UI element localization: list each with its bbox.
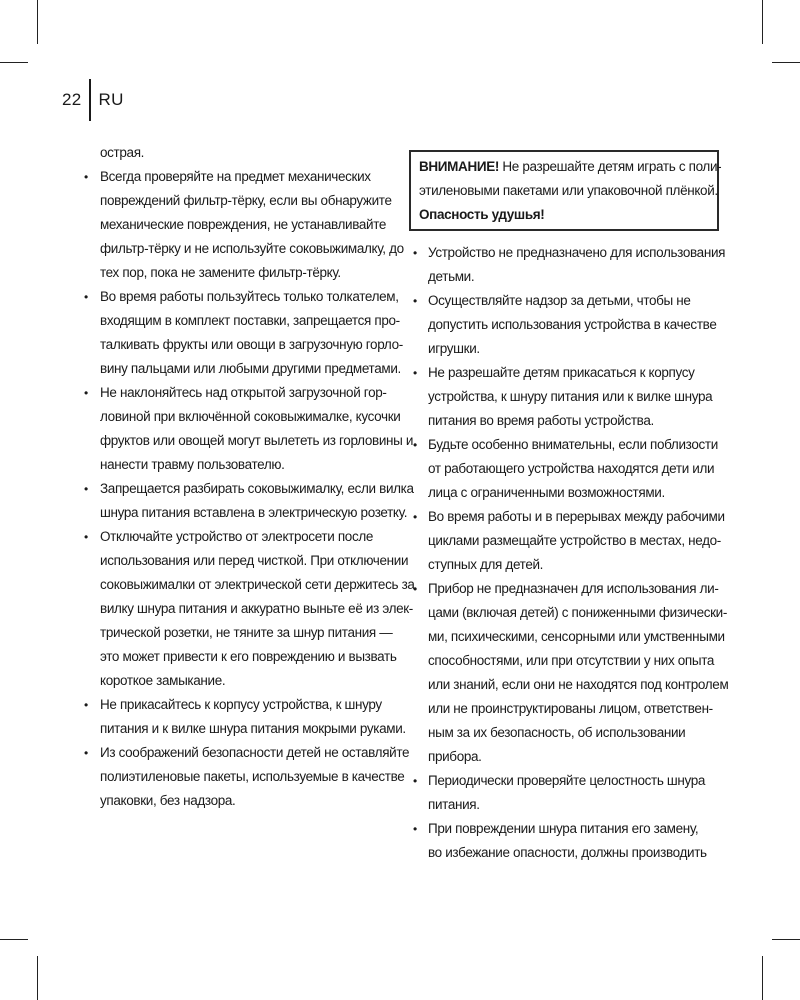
text-line: питания во время работы устройства. [428, 413, 654, 428]
text-line: во избежание опасности, должны производить [428, 845, 707, 860]
continuation-line: острая. [100, 145, 145, 160]
text-line: Устройство не предназначено для использования [428, 245, 726, 260]
text-line: фильтр-тёрку и не используйте соковыжималку, до [100, 241, 404, 256]
list-item [80, 525, 415, 693]
list-item [409, 433, 719, 505]
text-line: использования или перед чисткой. При отключении [100, 553, 409, 568]
text-line: Не прикасайтесь к корпусу устройства, к шнуру [100, 697, 382, 712]
bullet-icon: • [84, 698, 88, 712]
text-line: Осуществляйте надзор за детьми, чтобы не [428, 293, 691, 308]
text-line: детьми. [428, 269, 475, 284]
list-item-text [428, 289, 719, 361]
text-line: лица с ограниченными возможностями. [428, 485, 665, 500]
text-line: ступных для детей. [428, 557, 544, 572]
text-line: соковыжималки от электрической сети держитесь за [100, 577, 415, 592]
crop-mark-top-left [37, 0, 38, 44]
bullet-icon: • [413, 438, 417, 452]
list-item [409, 817, 719, 865]
bullet-icon: • [413, 582, 417, 596]
text-line: допустить использования устройства в качестве [428, 317, 717, 332]
list-item [409, 769, 719, 817]
bullet-icon: • [84, 386, 88, 400]
text-line: способностями, или при отсутствии у них опыта [428, 653, 715, 668]
warning-line-1-text: Не разрешайте детям играть с поли- [499, 159, 722, 174]
text-line: фруктов или овощей могут вылететь из горловины и [100, 433, 414, 448]
text-line: игрушки. [428, 341, 480, 356]
text-line: Периодически проверяйте целостность шнура [428, 773, 706, 788]
text-line: трической розетки, не тяните за шнур питания — [100, 625, 393, 640]
crop-mark-bottom-left [37, 956, 38, 1000]
page-header [62, 80, 124, 120]
text-line: или не проинструктированы лицом, ответствен- [428, 701, 713, 716]
crop-mark-bottom-right-horizontal [772, 939, 800, 940]
text-line: это может привести к его повреждению и вызвать [100, 649, 397, 664]
list-item-text [100, 741, 410, 813]
text-line: устройства, к шнуру питания или к вилке шнура [428, 389, 713, 404]
bullet-icon: • [84, 482, 88, 496]
bullet-icon: • [413, 774, 417, 788]
text-line: упаковки, без надзора. [100, 793, 236, 808]
list-item [80, 693, 406, 741]
list-item-text [100, 693, 406, 741]
right-column [409, 150, 729, 865]
warning-lead: ВНИМАНИЕ! [419, 159, 499, 174]
list-item [409, 577, 729, 769]
bullet-icon: • [84, 746, 88, 760]
bullet-icon: • [413, 510, 417, 524]
list-item-text [100, 525, 415, 693]
list-item [80, 285, 402, 381]
text-line: вилку шнура питания и аккуратно выньте её из элек- [100, 601, 413, 616]
text-line: ным за их безопасность, об использовании [428, 725, 686, 740]
text-line: механические повреждения, не устанавливайте [100, 217, 387, 232]
warning-box [409, 150, 722, 231]
left-bullet-list [80, 165, 415, 813]
text-line: питания. [428, 797, 480, 812]
text-line: повреждений фильтр-тёрку, если вы обнаружите [100, 193, 392, 208]
right-bullet-list [409, 241, 729, 865]
list-item-text [428, 577, 729, 769]
text-line: прибора. [428, 749, 482, 764]
list-item-text [428, 817, 719, 865]
warning-line-1 [419, 155, 722, 179]
text-line: входящим в комплект поставки, запрещается про- [100, 313, 400, 328]
text-line: При повреждении шнура питания его замену, [428, 821, 699, 836]
list-item [80, 165, 402, 285]
text-line: нанести травму пользователю. [100, 457, 285, 472]
list-item-text [100, 165, 402, 285]
crop-mark-top-right [762, 0, 763, 44]
list-item [80, 477, 414, 525]
text-line: Будьте особенно внимательны, если поблизости [428, 437, 718, 452]
text-line: ми, психическими, сенсорными или умственными [428, 629, 725, 644]
bullet-icon: • [413, 294, 417, 308]
crop-mark-bottom-right [762, 956, 763, 1000]
text-line: цами (включая детей) с пониженными физически- [428, 605, 728, 620]
bullet-icon: • [84, 530, 88, 544]
list-item-text [428, 241, 726, 289]
text-line: Из соображений безопасности детей не оставляйте [100, 745, 410, 760]
text-line: Отключайте устройство от электросети после [100, 529, 374, 544]
bullet-icon: • [413, 246, 417, 260]
bullet-icon: • [84, 290, 88, 304]
list-item-text [100, 477, 414, 525]
list-item [80, 381, 414, 477]
header-divider [89, 79, 91, 121]
text-line: Не наклоняйтесь над открытой загрузочной гор- [100, 385, 387, 400]
list-item-text [428, 433, 719, 505]
bullet-icon: • [413, 366, 417, 380]
crop-mark-top-right-horizontal [772, 62, 800, 63]
list-item-text [100, 381, 414, 477]
crop-mark-bottom-left-horizontal [0, 939, 28, 940]
text-line: талкивать фрукты или овощи в загрузочную горло- [100, 337, 403, 352]
crop-mark-top-left-horizontal [0, 62, 28, 63]
list-item [409, 361, 719, 433]
text-line: Прибор не предназначен для использования ли- [428, 581, 719, 596]
list-item [409, 241, 726, 289]
bullet-icon: • [84, 170, 88, 184]
list-item [409, 289, 719, 361]
text-line: тех пор, пока не замените фильтр-тёрку. [100, 265, 341, 280]
text-line: Не разрешайте детям прикасаться к корпусу [428, 365, 695, 380]
text-line: Во время работы и в перерывах между рабочими [428, 509, 725, 524]
warning-line-3: Опасность удушья! [419, 207, 545, 222]
bullet-icon: • [413, 822, 417, 836]
text-line: полиэтиленовые пакеты, используемые в качестве [100, 769, 405, 784]
list-item-text [100, 285, 402, 381]
text-line: короткое замыкание. [100, 673, 226, 688]
text-line: циклами размещайте устройство в местах, недо- [428, 533, 721, 548]
text-line: шнура питания вставлена в электрическую розетку. [100, 505, 408, 520]
list-item [409, 505, 725, 577]
list-item-text [428, 769, 719, 817]
list-item [80, 741, 410, 813]
text-line: ловиной при включённой соковыжималке, кусочки [100, 409, 401, 424]
language-label: RU [98, 90, 124, 109]
warning-line-2: этиленовыми пакетами или упаковочной плёнкой. [419, 183, 718, 198]
list-item-text [428, 505, 725, 577]
text-line: от работающего устройства находятся дети или [428, 461, 715, 476]
page-number: 22 [62, 90, 82, 109]
left-column [80, 141, 415, 813]
text-line: вину пальцами или любыми другими предметами. [100, 361, 401, 376]
text-line: Во время работы пользуйтесь только толкателем, [100, 289, 399, 304]
list-item-text [428, 361, 719, 433]
text-line: или знаний, если они не находятся под контролем [428, 677, 729, 692]
text-line: Всегда проверяйте на предмет механических [100, 169, 371, 184]
text-line: питания и к вилке шнура питания мокрыми руками. [100, 721, 406, 736]
text-line: Запрещается разбирать соковыжималку, если вилка [100, 481, 414, 496]
